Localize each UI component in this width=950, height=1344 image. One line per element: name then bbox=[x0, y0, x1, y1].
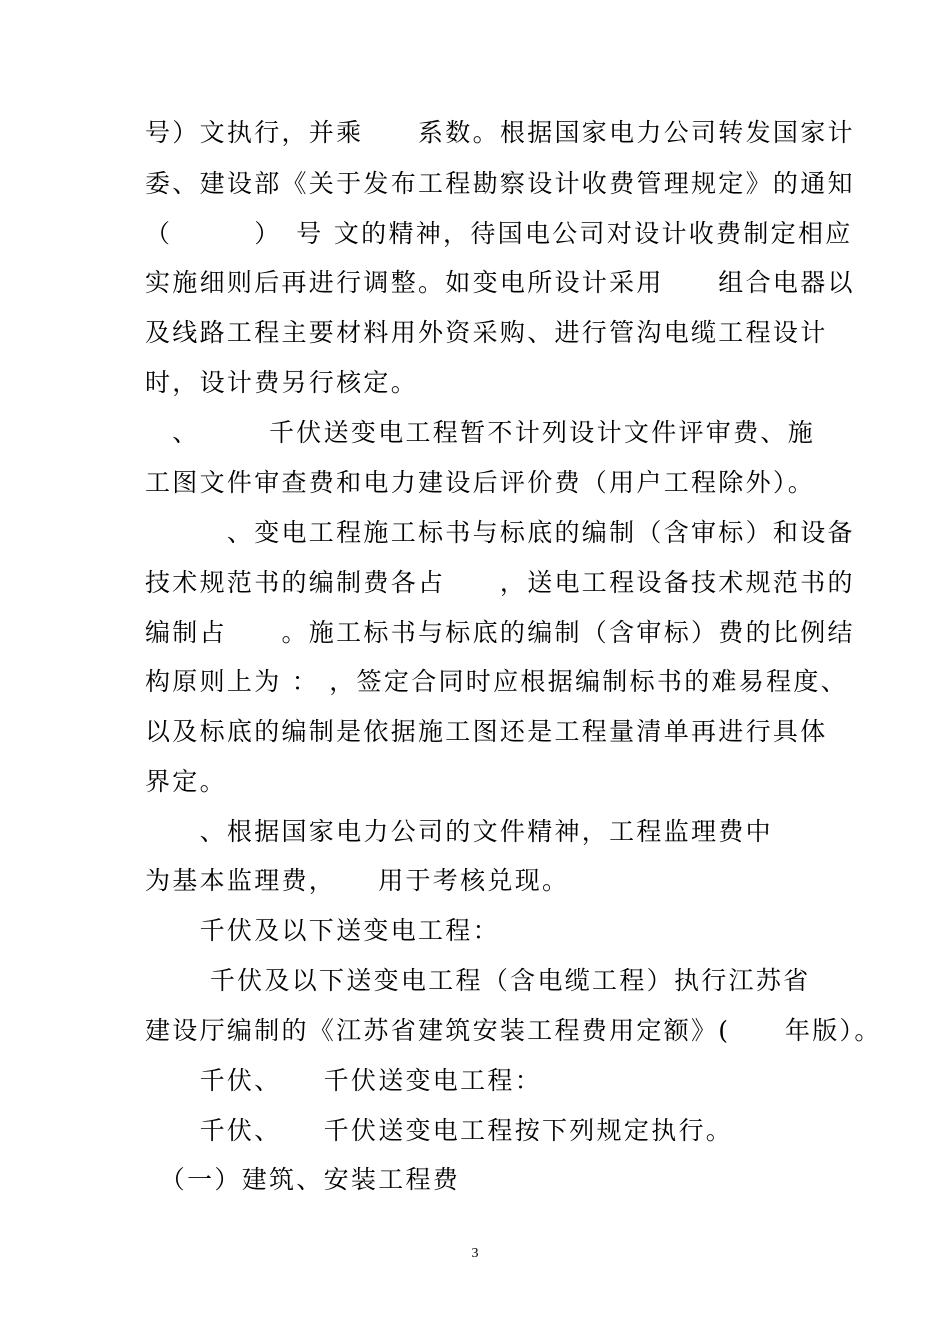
paragraph-line: 技术规范书的编制费各占 ，送电工程设备技术规范书的 bbox=[145, 568, 855, 597]
paragraph-line: 、变电工程施工标书与标底的编制（含审标）和设备 bbox=[145, 518, 855, 547]
paragraph-line: （ ） 号 文的精神，待国电公司对设计收费制定相应 bbox=[145, 219, 853, 248]
paragraph-line: 千伏及以下送变电工程（含电缆工程）执行江苏省 bbox=[145, 966, 811, 995]
paragraph-line: 为基本监理费， 用于考核兑现。 bbox=[145, 866, 570, 895]
paragraph-line: 实施细则后再进行调整。如变电所设计采用 组合电器以 bbox=[145, 268, 855, 297]
paragraph-line: 编制占 。施工标书与标底的编制（含审标）费的比例结 bbox=[145, 618, 855, 647]
section-heading: 千伏、 千伏送变电工程： bbox=[145, 1066, 543, 1095]
paragraph-line: 工图文件审查费和电力建设后评价费（用户工程除外）。 bbox=[145, 468, 816, 497]
paragraph-line: 千伏、 千伏送变电工程按下列规定执行。 bbox=[145, 1116, 734, 1145]
paragraph-line: 界定。 bbox=[145, 767, 227, 796]
paragraph-line: 、 千伏送变电工程暂不计列设计文件评审费、施 bbox=[145, 418, 816, 447]
section-heading: 千伏及以下送变电工程： bbox=[145, 916, 500, 945]
subsection-heading: （一）建筑、安装工程费 bbox=[145, 1165, 461, 1194]
paragraph-line: 建设厅编制的《江苏省建筑安装工程费用定额》( 年版）。 bbox=[145, 1016, 882, 1045]
paragraph-line: 号）文执行，并乘 系数。根据国家电力公司转发国家计 bbox=[145, 118, 855, 147]
page-number: 3 bbox=[471, 1246, 479, 1261]
paragraph-line: 及线路工程主要材料用外资采购、进行管沟电缆工程设计 bbox=[145, 318, 828, 347]
paragraph-line: 以及标底的编制是依据施工图还是工程量清单再进行具体 bbox=[145, 717, 828, 746]
paragraph-line: 时，设计费另行核定。 bbox=[145, 368, 419, 397]
paragraph-line: 构原则上为 ： ，签定合同时应根据编制标书的难易程度、 bbox=[145, 667, 848, 696]
paragraph-line: 、根据国家电力公司的文件精神，工程监理费中 bbox=[145, 817, 773, 846]
paragraph-line: 委、建设部《关于发布工程勘察设计收费管理规定》的通知 bbox=[145, 169, 855, 198]
